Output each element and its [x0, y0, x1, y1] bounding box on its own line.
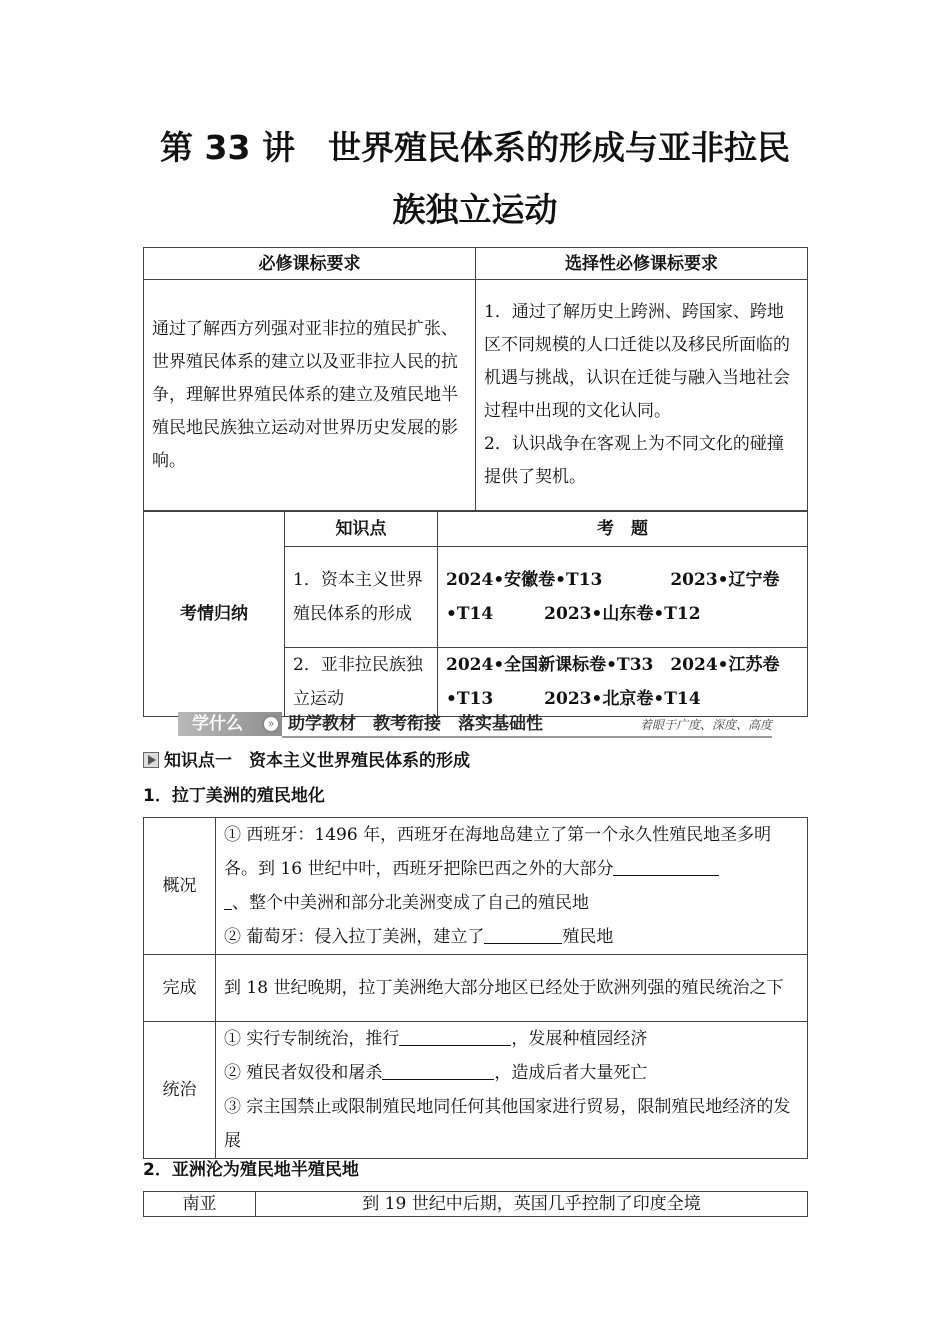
banner-note: 着眼于广度、深度、高度	[639, 718, 772, 732]
fill-blank[interactable]	[613, 858, 719, 876]
elective-item-2: 2．认识战争在客观上为不同文化的碰撞提供了契机。	[484, 434, 784, 487]
rule-content: ① 实行专制统治，推行 ，发展种植园经济 ② 殖民者奴役和屠杀 ，造成后者大量死亡 ③ 宗主国禁止或限制殖民地同任何其他国家进行贸易，限制殖民地经济的发展	[216, 1022, 808, 1159]
topic-cell: 2．亚非拉民族独立运动	[285, 648, 438, 717]
question-header: 考 题	[438, 512, 808, 547]
topic-cell: 1．资本主义世界殖民体系的形成	[285, 547, 438, 648]
page-title-line2: 族独立运动	[392, 190, 558, 229]
section-heading: 知识点一 资本主义世界殖民体系的形成	[143, 746, 470, 776]
banner-tag: 学什么	[178, 712, 282, 736]
latin-america-table	[143, 817, 808, 1159]
row-label-overview: 概况	[144, 818, 216, 955]
fill-blank[interactable]	[484, 926, 562, 944]
required-text: 通过了解西方列强对亚非拉的殖民扩张、世界殖民体系的建立以及亚非拉人民的抗争，理解世界殖民体系的建立及殖民地半殖民地民族独立运动对世界历史发展的影响。	[144, 280, 476, 511]
banner-underline	[282, 736, 772, 738]
play-triangle-icon	[143, 752, 159, 768]
elective-item-1: 1．通过了解历史上跨洲、跨国家、跨地区不同规模的人口迁徙以及移民所面临的机遇与挑战，认识在迁徙与融入当地社会过程中出现的文化认同。	[484, 302, 790, 421]
row-label-south-asia: 南亚	[144, 1192, 256, 1217]
elective-text	[476, 280, 808, 511]
subheading-latin-america: 1．拉丁美洲的殖民地化	[143, 786, 325, 806]
section-banner	[178, 712, 772, 738]
row-label-completion: 完成	[144, 955, 216, 1022]
banner-subtitle: 助学教材 教考衔接 落实基础性	[288, 714, 543, 734]
banner-chevron-icon: »	[262, 715, 280, 733]
topic-header: 知识点	[285, 512, 438, 547]
fill-blank[interactable]	[399, 1028, 511, 1046]
elective-header: 选择性必修课标要求	[476, 248, 808, 280]
overview-content: ① 西班牙：1496 年，西班牙在海地岛建立了第一个永久性殖民地圣多明各。到 16 世纪中叶，西班牙把除巴西之外的大部分 、整个中美洲和部分北美洲变成了自己的殖民地 ② 葡萄牙：侵入拉丁美洲，建立了 殖民地	[216, 818, 808, 955]
fill-blank[interactable]	[224, 892, 232, 910]
question-cell: 2024•全国新课标卷•T33 2024•江苏卷•T13 2023•北京卷•T14	[438, 648, 808, 717]
page-title-line1: 第 33 讲 世界殖民体系的形成与亚非拉民	[160, 128, 790, 167]
subheading-asia: 2．亚洲沦为殖民地半殖民地	[143, 1160, 359, 1180]
required-header: 必修课标要求	[144, 248, 476, 280]
row-label-rule: 统治	[144, 1022, 216, 1159]
fill-blank[interactable]	[382, 1062, 494, 1080]
exam-summary-table	[143, 511, 808, 717]
completion-content: 到 18 世纪晚期，拉丁美洲绝大部分地区已经处于欧洲列强的殖民统治之下	[216, 955, 808, 1022]
south-asia-content: 到 19 世纪中后期，英国几乎控制了印度全境	[256, 1192, 808, 1217]
question-cell: 2024•安徽卷•T13 2023•辽宁卷•T14 2023•山东卷•T12	[438, 547, 808, 648]
curriculum-requirements-table	[143, 247, 808, 511]
exam-summary-label: 考情归纳	[144, 512, 285, 717]
asia-table	[143, 1191, 808, 1217]
